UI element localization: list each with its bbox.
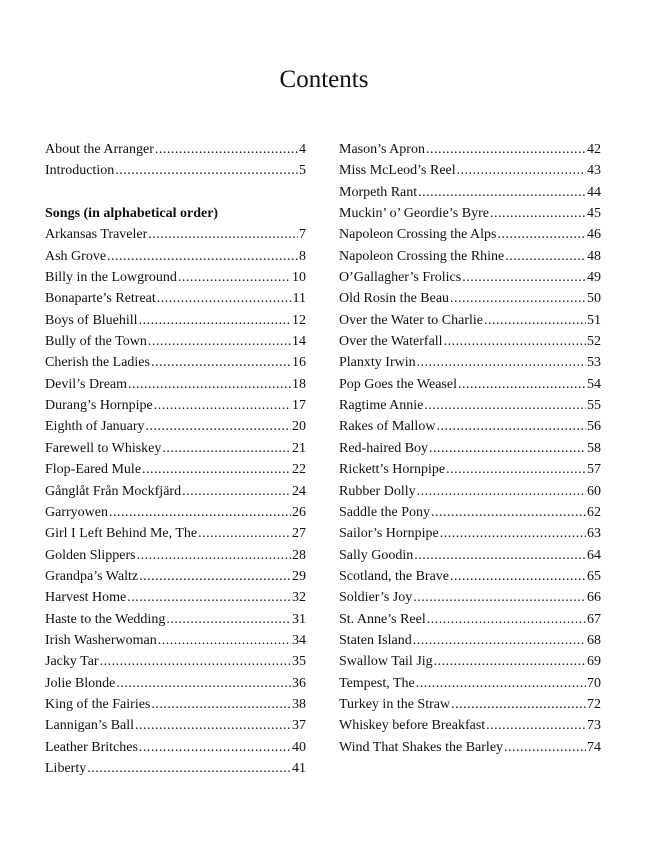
toc-entry-title: Soldier’s Joy [339, 590, 413, 606]
dot-leader [416, 673, 586, 694]
toc-entry-title: Planxty Irwin [339, 355, 416, 371]
dot-leader [151, 694, 291, 715]
dot-leader [158, 630, 291, 651]
toc-entry-title: Liberty [45, 760, 87, 776]
toc-entry[interactable] [45, 267, 306, 288]
toc-entry[interactable] [45, 502, 306, 523]
toc-entry-page-number: 29 [292, 568, 306, 584]
toc-entry-page-number: 20 [292, 419, 306, 435]
toc-entry-page-number: 37 [292, 718, 306, 734]
dot-leader [154, 395, 291, 416]
toc-entry[interactable] [339, 523, 601, 544]
toc-entry[interactable] [45, 310, 306, 331]
toc-entry-page-number: 57 [587, 462, 601, 478]
toc-entry[interactable] [339, 609, 601, 630]
toc-entry-page-number: 56 [587, 419, 601, 435]
toc-entry-page-number: 62 [587, 504, 601, 520]
toc-entry-title: About the Arranger [45, 142, 154, 157]
page-title: Contents [279, 66, 369, 93]
toc-entry-page-number: 5 [299, 163, 306, 179]
toc-entry-title: Billy in the Lowground [45, 270, 177, 286]
toc-entry[interactable] [339, 416, 601, 437]
dot-leader [128, 374, 291, 395]
dot-leader [457, 160, 586, 181]
toc-entry-page-number: 40 [292, 739, 306, 755]
toc-entry-page-number: 8 [299, 248, 306, 264]
dot-leader [155, 139, 298, 160]
toc-entry-title: Miss McLeod’s Reel [339, 163, 456, 179]
toc-entry[interactable] [339, 694, 601, 715]
toc-entry-title: Garryowen [45, 504, 108, 520]
dot-leader [418, 182, 586, 203]
toc-entry[interactable] [339, 160, 601, 181]
toc-entry-title: Mason’s Apron [339, 142, 425, 157]
dot-leader [148, 331, 291, 352]
toc-entry-page-number: 11 [292, 291, 306, 307]
toc-entry-page-number: 12 [292, 312, 306, 328]
toc-entry[interactable] [339, 246, 601, 267]
toc-entry[interactable] [45, 694, 306, 715]
toc-entry[interactable] [45, 737, 306, 758]
toc-entry[interactable] [45, 438, 306, 459]
toc-entry[interactable] [45, 566, 306, 587]
toc-entry[interactable] [45, 758, 306, 779]
dot-leader [446, 459, 586, 480]
toc-entry-title: Whiskey before Breakfast [339, 718, 486, 734]
toc-entry[interactable] [45, 651, 306, 672]
toc-entry[interactable] [45, 374, 306, 395]
toc-entry-page-number: 58 [587, 440, 601, 456]
toc-entry-title: Rubber Dolly [339, 483, 416, 499]
dot-leader [115, 160, 298, 181]
toc-entry-page-number: 10 [292, 270, 306, 286]
dot-leader [146, 416, 291, 437]
dot-leader [182, 481, 291, 502]
toc-entry-page-number: 60 [587, 483, 601, 499]
dot-leader [139, 310, 291, 331]
toc-entry[interactable] [45, 331, 306, 352]
toc-entry[interactable] [339, 459, 601, 480]
toc-entry-title: Harvest Home [45, 590, 127, 606]
dot-leader [142, 459, 291, 480]
toc-entry-title: Turkey in the Straw [339, 696, 451, 712]
toc-entry-title: Sally Goodin [339, 547, 414, 563]
toc-entry-title: Devil’s Dream [45, 376, 128, 392]
dot-leader [444, 331, 586, 352]
dot-leader [107, 246, 298, 267]
dot-leader [157, 288, 292, 309]
dot-leader [100, 651, 291, 672]
toc-entry-title: Pop Goes the Weasel [339, 376, 457, 392]
toc-entry-title: Cherish the Ladies [45, 355, 150, 371]
toc-entry-page-number: 69 [587, 654, 601, 670]
dot-leader [417, 481, 586, 502]
dot-leader [440, 523, 586, 544]
toc-entry-page-number: 4 [299, 142, 306, 157]
toc-entry-title: Saddle the Pony [339, 504, 430, 520]
dot-leader [148, 224, 298, 245]
toc-entry-title: Golden Slippers [45, 547, 136, 563]
toc-entry-title: King of the Fairies [45, 696, 151, 712]
toc-entry-page-number: 14 [292, 334, 306, 350]
section-spacer [45, 182, 306, 203]
toc-entry[interactable] [339, 182, 601, 203]
dot-leader [486, 715, 586, 736]
contents-right-column [339, 139, 601, 758]
dot-leader [450, 288, 586, 309]
dot-leader [414, 545, 586, 566]
toc-entry-title: Bonaparte’s Retreat [45, 291, 156, 307]
toc-entry[interactable] [339, 395, 601, 416]
toc-entry-title: Boys of Bluehill [45, 312, 138, 328]
toc-entry[interactable] [45, 630, 306, 651]
dot-leader [413, 587, 586, 608]
dot-leader [426, 139, 586, 160]
toc-entry-title: Jacky Tar [45, 654, 99, 670]
toc-entry-title: Gånglåt Från Mockfjärd [45, 483, 182, 499]
toc-entry[interactable] [339, 374, 601, 395]
toc-entry[interactable] [339, 587, 601, 608]
toc-entry-page-number: 32 [292, 590, 306, 606]
dot-leader [427, 609, 586, 630]
toc-entry-page-number: 64 [587, 547, 601, 563]
toc-entry-title: Napoleon Crossing the Rhine [339, 248, 505, 264]
dot-leader [139, 737, 291, 758]
toc-entry-title: Muckin’ o’ Geordie’s Byre [339, 206, 489, 222]
toc-entry-page-number: 49 [587, 270, 601, 286]
toc-entry[interactable] [339, 139, 601, 160]
toc-entry-title: Morpeth Rant [339, 184, 418, 200]
toc-entry-page-number: 50 [587, 291, 601, 307]
songs-list-right [339, 139, 601, 758]
toc-entry-page-number: 65 [587, 568, 601, 584]
toc-entry-page-number: 34 [292, 632, 306, 648]
toc-entry[interactable] [339, 288, 601, 309]
toc-entry-title: Leather Britches [45, 739, 138, 755]
dot-leader [505, 246, 586, 267]
toc-entry[interactable] [45, 523, 306, 544]
toc-entry-page-number: 41 [292, 760, 306, 776]
toc-entry-page-number: 42 [587, 142, 601, 157]
dot-leader [436, 416, 586, 437]
toc-entry-page-number: 54 [587, 376, 601, 392]
toc-entry-page-number: 38 [292, 696, 306, 712]
toc-entry-title: Eighth of January [45, 419, 145, 435]
toc-entry-page-number: 44 [587, 184, 601, 200]
toc-entry-title: Scotland, the Brave [339, 568, 450, 584]
toc-entry-page-number: 63 [587, 526, 601, 542]
toc-entry[interactable] [339, 502, 601, 523]
toc-entry-title: Over the Waterfall [339, 334, 443, 350]
toc-entry[interactable] [45, 545, 306, 566]
toc-entry[interactable] [339, 352, 601, 373]
toc-entry-page-number: 52 [587, 334, 601, 350]
toc-entry-page-number: 26 [292, 504, 306, 520]
toc-entry-title: St. Anne’s Reel [339, 611, 426, 627]
dot-leader [484, 310, 586, 331]
songs-list-left [45, 224, 306, 779]
toc-entry[interactable] [339, 481, 601, 502]
toc-entry-title: Rakes of Mallow [339, 419, 436, 435]
toc-entry[interactable] [339, 224, 601, 245]
toc-entry[interactable] [45, 352, 306, 373]
dot-leader [504, 737, 586, 758]
toc-entry[interactable] [45, 395, 306, 416]
toc-entry-title: Flop-Eared Mule [45, 462, 142, 478]
toc-entry[interactable] [339, 715, 601, 736]
toc-entry-title: Jolie Blonde [45, 675, 116, 691]
toc-entry-title: Irish Washerwoman [45, 632, 157, 648]
dot-leader [458, 374, 586, 395]
toc-entry-page-number: 36 [292, 675, 306, 691]
toc-entry[interactable] [45, 673, 306, 694]
toc-entry[interactable] [339, 566, 601, 587]
dot-leader [87, 758, 291, 779]
dot-leader [434, 651, 586, 672]
dot-leader [424, 395, 586, 416]
toc-entry-page-number: 18 [292, 376, 306, 392]
toc-entry-title: Red-haired Boy [339, 440, 429, 456]
toc-entry-page-number: 45 [587, 206, 601, 222]
toc-entry-title: Farewell to Whiskey [45, 440, 162, 456]
toc-entry-title: Girl I Left Behind Me, The [45, 526, 198, 542]
dot-leader [109, 502, 291, 523]
toc-entry[interactable] [45, 246, 306, 267]
toc-entry-page-number: 55 [587, 398, 601, 414]
toc-entry-page-number: 22 [292, 462, 306, 478]
dot-leader [139, 566, 291, 587]
toc-entry[interactable] [339, 545, 601, 566]
toc-entry[interactable] [339, 331, 601, 352]
dot-leader [162, 438, 291, 459]
toc-entry[interactable] [45, 715, 306, 736]
dot-leader [166, 609, 291, 630]
toc-entry-page-number: 16 [292, 355, 306, 371]
toc-entry-title: Old Rosin the Beau [339, 291, 450, 307]
toc-entry-page-number: 53 [587, 355, 601, 371]
toc-entry-title: Staten Island [339, 632, 412, 648]
dot-leader [429, 438, 586, 459]
toc-entry-page-number: 66 [587, 590, 601, 606]
toc-entry-title: Arkansas Traveler [45, 227, 148, 243]
toc-entry-page-number: 17 [292, 398, 306, 414]
toc-entry[interactable] [45, 139, 306, 160]
toc-entry-page-number: 48 [587, 248, 601, 264]
contents-left-column [45, 139, 306, 779]
toc-entry-title: Bully of the Town [45, 334, 147, 350]
toc-entry-title: Lannigan’s Ball [45, 718, 135, 734]
toc-entry[interactable] [45, 481, 306, 502]
dot-leader [450, 566, 586, 587]
toc-entry-page-number: 43 [587, 163, 601, 179]
dot-leader [135, 715, 291, 736]
toc-entry-title: Over the Water to Charlie [339, 312, 484, 328]
toc-entry-page-number: 35 [292, 654, 306, 670]
toc-entry-page-number: 27 [292, 526, 306, 542]
toc-entry-title: Tempest, The [339, 675, 415, 691]
front-matter-list [45, 139, 306, 182]
dot-leader [451, 694, 586, 715]
toc-entry-page-number: 28 [292, 547, 306, 563]
toc-entry-page-number: 31 [292, 611, 306, 627]
dot-leader [413, 630, 586, 651]
toc-entry[interactable] [339, 651, 601, 672]
toc-entry-page-number: 72 [587, 696, 601, 712]
toc-entry[interactable] [45, 459, 306, 480]
dot-leader [151, 352, 291, 373]
dot-leader [127, 587, 291, 608]
dot-leader [431, 502, 586, 523]
toc-entry-page-number: 68 [587, 632, 601, 648]
toc-entry-title: Haste to the Wedding [45, 611, 166, 627]
toc-entry-title: Ragtime Annie [339, 398, 424, 414]
songs-heading: Songs (in alphabetical order) [45, 206, 219, 222]
toc-entry[interactable] [339, 673, 601, 694]
toc-entry-page-number: 74 [587, 739, 601, 755]
toc-entry-page-number: 70 [587, 675, 601, 691]
toc-entry[interactable] [45, 288, 306, 309]
dot-leader [198, 523, 291, 544]
toc-entry-title: O’Gallagher’s Frolics [339, 270, 462, 286]
toc-entry-page-number: 73 [587, 718, 601, 734]
toc-entry-page-number: 46 [587, 227, 601, 243]
dot-leader [462, 267, 586, 288]
toc-entry-title: Wind That Shakes the Barley [339, 739, 504, 755]
toc-entry-title: Sailor’s Hornpipe [339, 526, 439, 542]
dot-leader [498, 224, 587, 245]
toc-entry[interactable] [45, 609, 306, 630]
toc-entry[interactable] [339, 438, 601, 459]
toc-entry-title: Grandpa’s Waltz [45, 568, 139, 584]
toc-entry[interactable] [339, 267, 601, 288]
toc-entry-title: Swallow Tail Jig [339, 654, 433, 670]
toc-entry[interactable] [45, 224, 306, 245]
dot-leader [116, 673, 291, 694]
toc-entry-page-number: 24 [292, 483, 306, 499]
toc-entry-page-number: 67 [587, 611, 601, 627]
toc-entry[interactable] [45, 416, 306, 437]
toc-entry-title: Ash Grove [45, 248, 107, 264]
toc-entry[interactable] [339, 737, 601, 758]
toc-entry[interactable] [339, 203, 601, 224]
toc-entry[interactable] [45, 160, 306, 181]
toc-entry-title: Introduction [45, 163, 115, 179]
toc-entry-title: Rickett’s Hornpipe [339, 462, 446, 478]
toc-entry[interactable] [339, 630, 601, 651]
toc-entry-title: Durang’s Hornpipe [45, 398, 153, 414]
toc-entry[interactable] [45, 587, 306, 608]
toc-entry-page-number: 7 [299, 227, 306, 243]
dot-leader [417, 352, 586, 373]
dot-leader [137, 545, 291, 566]
toc-entry-page-number: 21 [292, 440, 306, 456]
dot-leader [178, 267, 291, 288]
toc-entry-page-number: 51 [587, 312, 601, 328]
toc-entry[interactable] [339, 310, 601, 331]
dot-leader [490, 203, 586, 224]
toc-entry-title: Napoleon Crossing the Alps [339, 227, 497, 243]
